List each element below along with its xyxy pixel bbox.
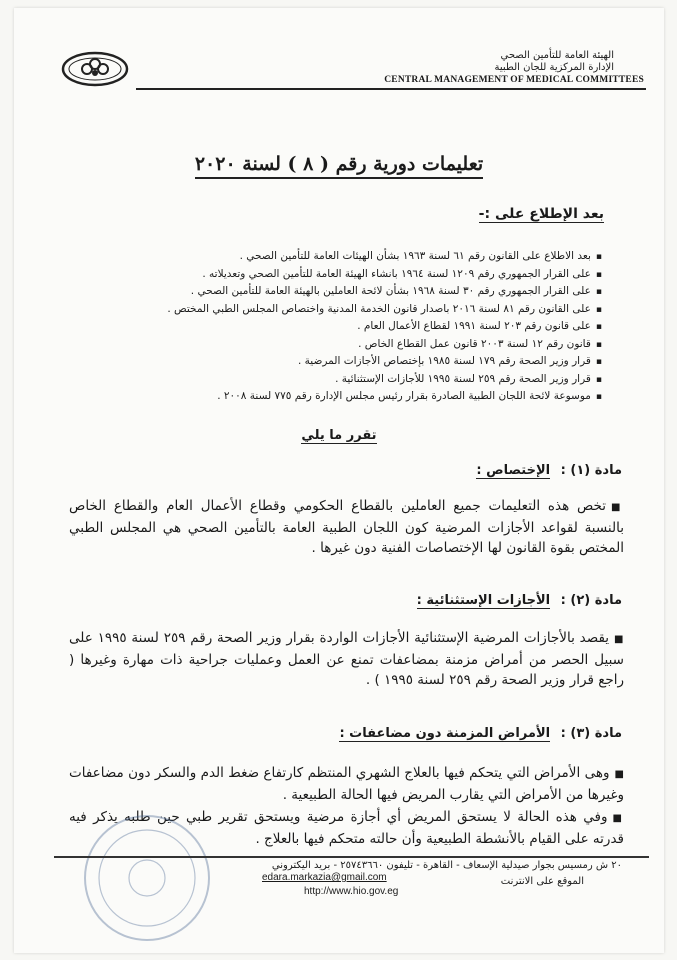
article-2-heading — [417, 593, 622, 608]
article-paragraph: وهى الأمراض التي يتحكم فيها بالعلاج الشهري المنتظم كارتفاع ضغط الدم والسكر دون مضاعفات وغيرها من الأمراض التي يقارب المريض فيها الحالة الطبيعية . — [69, 765, 624, 803]
article-3-heading — [339, 726, 622, 741]
article-label: مادة (٣) : — [560, 726, 622, 741]
department-name-arabic: الإدارة المركزية للجان الطبية — [494, 62, 614, 73]
official-stamp-icon — [62, 798, 232, 948]
article-title: الأمراض المزمنة دون مضاعفات : — [339, 726, 551, 741]
list-item: ▪ قانون رقم ١٢ لسنة ٢٠٠٣ قانون عمل القطاع الخاص . — [82, 336, 602, 354]
list-item: ▪ على القرار الجمهوري رقم ١٢٠٩ لسنة ١٩٦٤ بانشاء الهيئة العامة للتأمين الصحي وتعديلاته . — [82, 266, 602, 284]
article-label: مادة (٢) : — [560, 593, 622, 608]
article-paragraph: وفي هذه الحالة لا يستحق المريض أي أجازة مرضية ويستحق تقرير طبي حين طلبه يذكر فيه قدرته على القيام بالأنشطة الطبيعية وأن حالته متحكم فيها بالعلاج . — [69, 809, 624, 847]
document-title: تعليمات دورية رقم ( ٨ ) لسنة ٢٠٢٠ — [14, 153, 664, 175]
list-item: ▪ على القانون رقم ٨١ لسنة ٢٠١٦ باصدار قانون الخدمة المدنية واختصاص المجلس الطبي المختص . — [82, 301, 602, 319]
article-paragraph: يقصد بالأجازات المرضية الإستثنائية الأجازات الواردة بقرار وزير الصحة رقم ٢٥٩ لسنة ١٩٩٥ على سبيل الحصر من أمراض مزمنة بمضاعفات تمنع عن العمل وعمليات جراحية ذات مهارة وغيرها ( راجع قرار وزير الصحة رقم ٢٥٩ لسنة ١٩٩٥ ) . — [69, 630, 624, 688]
list-item: ▪ موسوعة لائحة اللجان الطبية الصادرة بقرار رئيس مجلس الإدارة رقم ٧٧٥ لسنة ٢٠٠٨ . — [82, 388, 602, 406]
footer-email-link[interactable]: edara.markazia@gmail.com — [262, 872, 387, 883]
hio-logo-icon — [60, 50, 130, 88]
article-1-body: ■تخص هذه التعليمات جميع العاملين بالقطاع الحكومي وقطاع الأعمال العام والقطاع الخاص بالنسبة لقواعد الأجازات المرضية كون اللجان الطبية العامة بالتأمين الصحي هي المجلس الطبي المختص بقوة القانون لها الإختصاصات الفنية دون غيرها . — [69, 498, 624, 556]
list-item: ▪ على القرار الجمهوري رقم ٣٠ لسنة ١٩٦٨ بشأن لائحة العاملين بالهيئة العامة للتأمين الصحي . — [82, 283, 602, 301]
article-title: الأجازات الإستثنائية : — [416, 593, 551, 608]
footer-divider — [54, 856, 649, 858]
department-name-english: CENTRAL MANAGEMENT OF MEDICAL COMMITTEES — [384, 75, 644, 85]
article-3-body: ■وهى الأمراض التي يتحكم فيها بالعلاج الشهري المنتظم كارتفاع ضغط الدم والسكر دون مضاعفات وغيرها من الأمراض التي يقارب المريض فيها الحالة الطبيعية . ■وفي هذه الحالة لا يستحق المريض أي أجازة مرضية ويستحق تقرير طبي حين طلبه يذكر فيه قدرته على القيام بالأنشطة الطبيعية وأن حالته متحكم فيها بالعلاج . — [69, 765, 624, 847]
org-name-arabic: الهيئة العامة للتأمين الصحي — [500, 50, 614, 61]
list-item: ▪ قرار وزير الصحة رقم ١٧٩ لسنة ١٩٨٥ بإختصاص الأجازات المرضية . — [82, 353, 602, 371]
header-divider — [136, 88, 646, 90]
footer-website-label: الموقع على الانترنت — [500, 876, 584, 887]
laws-list — [82, 248, 602, 406]
footer-website-link[interactable]: http://www.hio.gov.eg — [304, 886, 399, 897]
list-item: ▪ على قانون رقم ٢٠٣ لسنة ١٩٩١ لقطاع الأعمال العام . — [82, 318, 602, 336]
document-page — [14, 8, 664, 953]
footer-address: ٢٠ ش رمسيس بجوار صيدلية الإسعاف - القاهرة - تليفون ٢٥٧٤٣٦٦٠ - بريد اليكتروني — [271, 860, 622, 871]
article-title: الإختصاص : — [476, 463, 551, 478]
article-label: مادة (١) : — [560, 463, 622, 478]
after-review-heading: بعد الإطلاع على :- — [478, 206, 604, 222]
decided-heading: تقرر ما يلي — [301, 428, 377, 443]
letterhead — [54, 50, 644, 94]
article-1-heading — [476, 463, 622, 478]
article-2-body: ■يقصد بالأجازات المرضية الإستثنائية الأجازات الواردة بقرار وزير الصحة رقم ٢٥٩ لسنة ١٩٩٥ على سبيل الحصر من أمراض مزمنة بمضاعفات تمنع عن العمل وعمليات جراحية ذات مهارة وغيرها ( راجع قرار وزير الصحة رقم ٢٥٩ لسنة ١٩٩٥ ) . — [69, 630, 625, 688]
article-paragraph: تخص هذه التعليمات جميع العاملين بالقطاع الحكومي وقطاع الأعمال العام والقطاع الخاص بالنسبة لقواعد الأجازات المرضية كون اللجان الطبية العامة بالتأمين الصحي هي المجلس الطبي المختص بقوة القانون لها الإختصاصات الفنية دون غيرها . — [69, 498, 624, 556]
list-item: ▪ بعد الاطلاع على القانون رقم ٦١ لسنة ١٩٦٣ بشأن الهيئات العامة للتأمين الصحي . — [82, 248, 602, 266]
list-item: ▪ قرار وزير الصحة رقم ٢٥٩ لسنة ١٩٩٥ للأجازات الإستثنائية . — [82, 371, 602, 389]
